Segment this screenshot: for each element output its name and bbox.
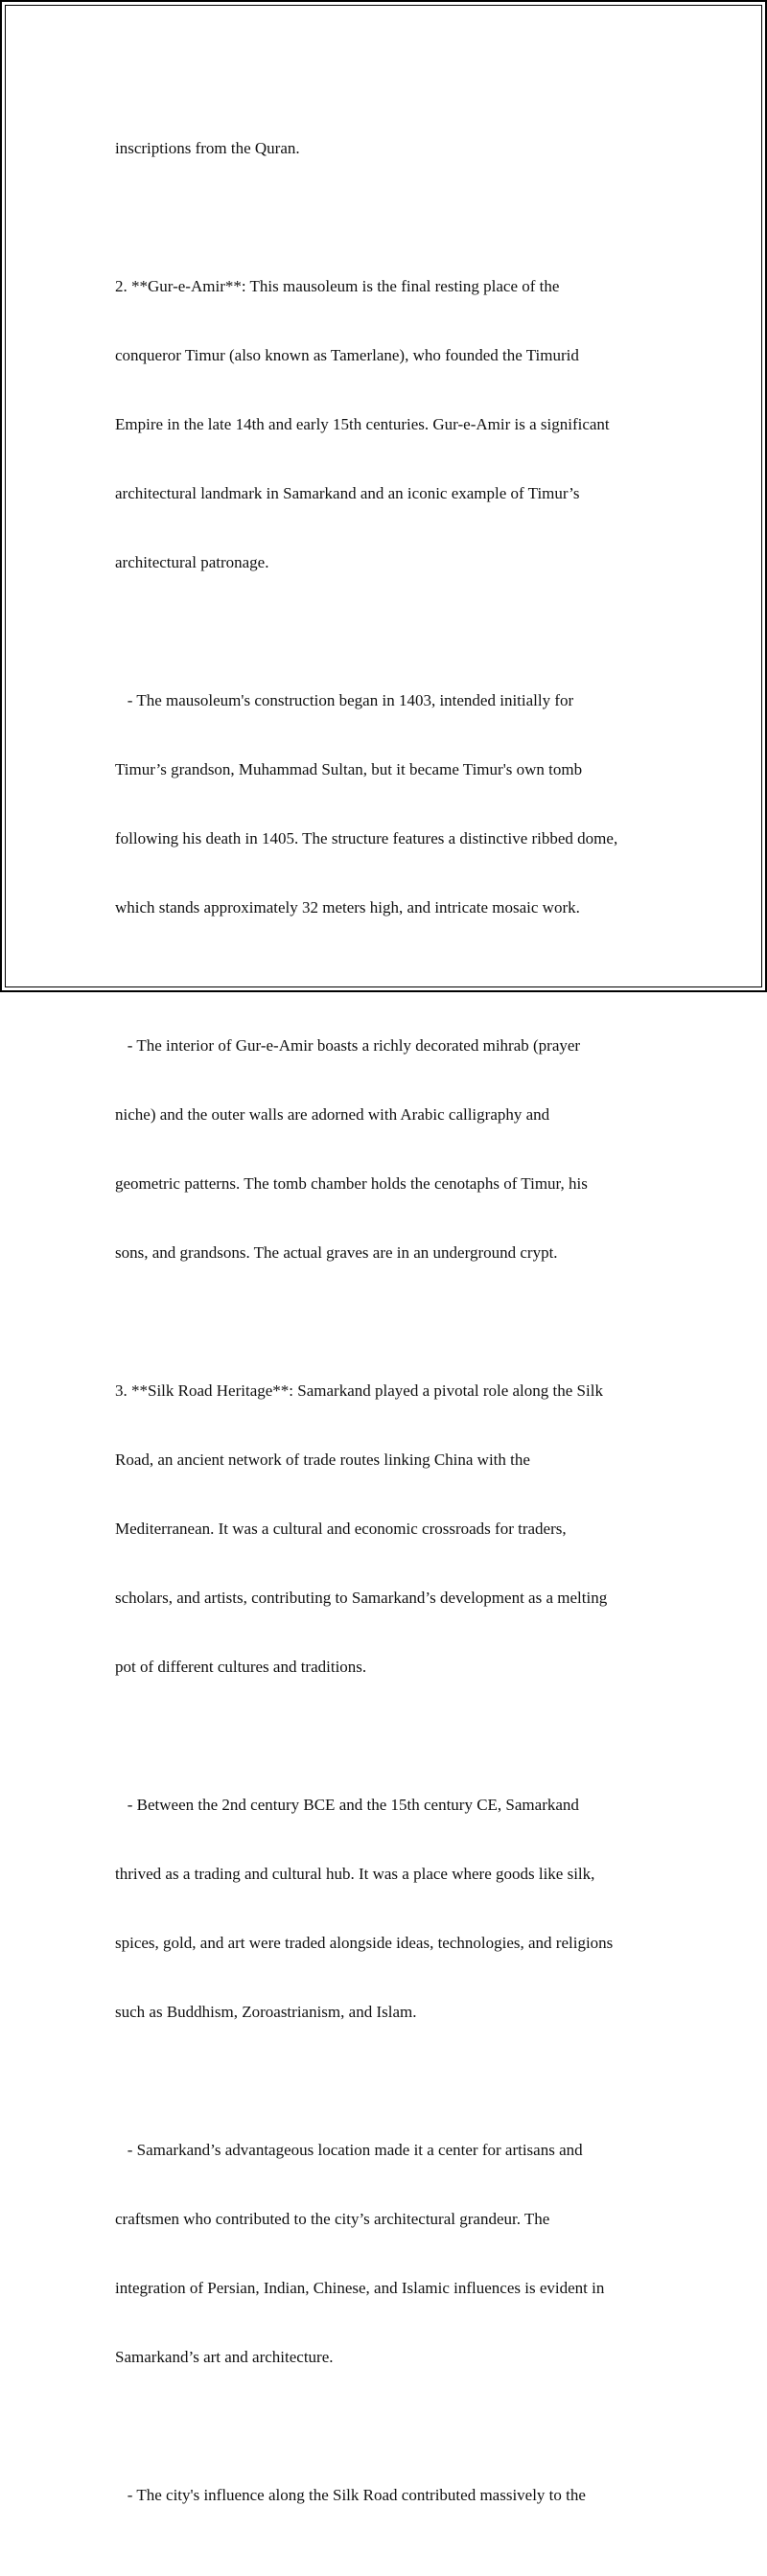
paragraph-artisans — [115, 2093, 681, 2415]
text-line: conqueror Timur (also known as Tamerlane), who founded the Timurid — [115, 346, 579, 364]
text-line: scholars, and artists, contributing to Samarkand’s development as a melting — [115, 1589, 608, 1607]
text-line: - The interior of Gur-e-Amir boasts a richly decorated mihrab (prayer — [115, 1036, 581, 1055]
text-line: pot of different cultures and traditions. — [115, 1658, 367, 1676]
paragraph-silk-road — [115, 1334, 681, 1725]
paragraph-construction — [115, 643, 681, 965]
text-line: - Between the 2nd century BCE and the 15th century CE, Samarkand — [115, 1796, 579, 1814]
text-line: Road, an ancient network of trade routes linking China with the — [115, 1450, 530, 1469]
text-line: 3. **Silk Road Heritage**: Samarkand played a pivotal role along the Silk — [115, 1381, 603, 1400]
text-line: thrived as a trading and cultural hub. It was a place where goods like silk, — [115, 1865, 595, 1883]
paragraph-continuation — [115, 91, 681, 206]
text-line: sons, and grandsons. The actual graves are in an underground crypt. — [115, 1243, 558, 1262]
text-line: geometric patterns. The tomb chamber holds the cenotaphs of Timur, his — [115, 1174, 588, 1193]
paragraph-gur-e-amir — [115, 229, 681, 620]
paragraph-trading-hub — [115, 1748, 681, 2070]
text-line: Mediterranean. It was a cultural and economic crossroads for traders, — [115, 1520, 567, 1538]
text-line: Timur’s grandson, Muhammad Sultan, but it became Timur's own tomb — [115, 760, 583, 778]
text-line: which stands approximately 32 meters high, and intricate mosaic work. — [115, 898, 580, 917]
text-line: Empire in the late 14th and early 15th centuries. Gur-e-Amir is a significant — [115, 415, 610, 433]
text-line: architectural patronage. — [115, 553, 269, 571]
text-line: architectural landmark in Samarkand and an iconic example of Timur’s — [115, 484, 580, 502]
text-line: - The city's influence along the Silk Road contributed massively to the — [115, 2486, 586, 2504]
text-line: craftsmen who contributed to the city’s architectural grandeur. The — [115, 2210, 550, 2228]
text-line: 2. **Gur-e-Amir**: This mausoleum is the final resting place of the — [115, 277, 560, 295]
text-line: spices, gold, and art were traded alongside ideas, technologies, and religions — [115, 1934, 614, 1952]
document-body — [115, 91, 681, 2576]
text-line: such as Buddhism, Zoroastrianism, and Islam. — [115, 2003, 417, 2021]
text-line: inscriptions from the Quran. — [115, 139, 300, 157]
paragraph-influence — [115, 2438, 681, 2553]
paragraph-interior — [115, 988, 681, 1311]
text-line: integration of Persian, Indian, Chinese, and Islamic influences is evident in — [115, 2279, 605, 2297]
text-line: niche) and the outer walls are adorned with Arabic calligraphy and — [115, 1105, 550, 1124]
text-line: - Samarkand’s advantageous location made it a center for artisans and — [115, 2141, 583, 2159]
text-line: Samarkand’s art and architecture. — [115, 2348, 334, 2366]
text-line: - The mausoleum's construction began in 1403, intended initially for — [115, 691, 574, 709]
text-line: following his death in 1405. The structure features a distinctive ribbed dome, — [115, 829, 618, 847]
